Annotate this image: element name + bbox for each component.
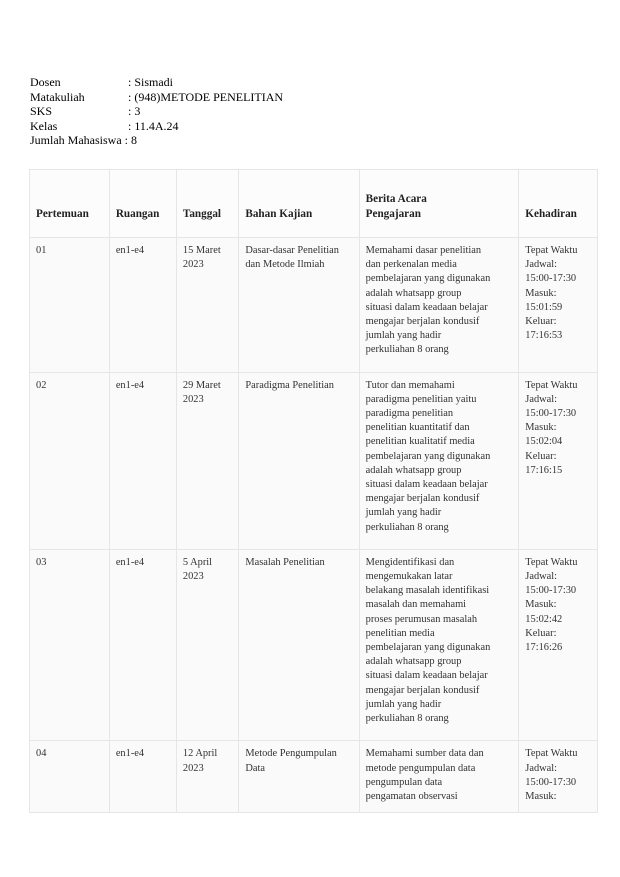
table-row xyxy=(30,238,598,373)
cell-berita-acara: Memahami sumber data dan metode pengumpulan data pengumpulan data pengamatan observasi xyxy=(359,741,519,813)
cell-ruangan: en1-e4 xyxy=(109,372,176,549)
cell-pertemuan: 01 xyxy=(30,238,110,373)
cell-kehadiran: Tepat Waktu Jadwal: 15:00-17:30 Masuk: 15:02:04 Keluar: 17:16:15 xyxy=(519,372,598,549)
cell-tanggal: 12 April 2023 xyxy=(176,741,238,813)
table-row xyxy=(30,549,598,740)
info-row-dosen xyxy=(30,75,283,90)
cell-pertemuan: 04 xyxy=(30,741,110,813)
table-row xyxy=(30,741,598,813)
column-header-kehadiran: Kehadiran xyxy=(519,170,598,238)
column-header-berita-acara: Berita Acara Pengajaran xyxy=(359,170,519,238)
cell-kehadiran: Tepat Waktu Jadwal: 15:00-17:30 Masuk: xyxy=(519,741,598,813)
info-row-sks xyxy=(30,104,283,119)
column-header-tanggal: Tanggal xyxy=(176,170,238,238)
attendance-table xyxy=(29,169,598,813)
column-header-pertemuan: Pertemuan xyxy=(30,170,110,238)
course-info xyxy=(30,75,283,148)
cell-pertemuan: 03 xyxy=(30,549,110,740)
info-label: Kelas xyxy=(30,118,58,133)
info-label: Dosen xyxy=(30,75,61,89)
info-value: : Sismadi xyxy=(128,75,174,89)
info-label: SKS xyxy=(30,104,53,118)
info-row-kelas xyxy=(30,119,283,134)
cell-tanggal: 29 Maret 2023 xyxy=(176,372,238,549)
cell-bahan-kajian: Metode Pengumpulan Data xyxy=(239,741,359,813)
cell-bahan-kajian: Dasar-dasar Penelitian dan Metode Ilmiah xyxy=(239,238,359,373)
cell-kehadiran: Tepat Waktu Jadwal: 15:00-17:30 Masuk: 15:02:42 Keluar: 17:16:26 xyxy=(519,549,598,740)
cell-pertemuan: 02 xyxy=(30,372,110,549)
cell-berita-acara: Mengidentifikasi dan mengemukakan latar belakang masalah identifikasi masalah dan memahami proses perumusan masalah penelitian media pembelajaran yang digunakan adalah whatsapp group situasi dalam keadaan belajar mengajar berjalan kondusif jumlah yang hadir perkuliahan 8 orang xyxy=(359,549,519,740)
info-value xyxy=(122,133,137,148)
table-header-row xyxy=(30,170,598,238)
column-header-bahan-kajian: Bahan Kajian xyxy=(239,170,359,238)
cell-bahan-kajian: Masalah Penelitian xyxy=(239,549,359,740)
info-row-matakuliah xyxy=(30,90,283,105)
cell-ruangan: en1-e4 xyxy=(109,741,176,813)
info-label: Matakuliah xyxy=(30,89,85,104)
cell-tanggal: 15 Maret 2023 xyxy=(176,238,238,373)
table-row xyxy=(30,372,598,549)
info-value: : (948)METODE PENELITIAN xyxy=(128,89,284,104)
info-value-text: : 8 xyxy=(124,133,137,147)
column-header-ruangan: Ruangan xyxy=(109,170,176,238)
cell-kehadiran: Tepat Waktu Jadwal: 15:00-17:30 Masuk: 15:01:59 Keluar: 17:16:53 xyxy=(519,238,598,373)
info-value: : 3 xyxy=(128,104,141,118)
info-value: : 11.4A.24 xyxy=(128,118,179,133)
info-label: Jumlah Mahasiswa xyxy=(30,133,122,147)
cell-ruangan: en1-e4 xyxy=(109,549,176,740)
cell-ruangan: en1-e4 xyxy=(109,238,176,373)
cell-berita-acara: Memahami dasar penelitian dan perkenalan media pembelajaran yang digunakan adalah whatsapp group situasi dalam keadaan belajar mengajar berjalan kondusif jumlah yang hadir perkuliahan 8 orang xyxy=(359,238,519,373)
info-row-jumlah-mahasiswa xyxy=(30,133,283,148)
cell-tanggal: 5 April 2023 xyxy=(176,549,238,740)
cell-berita-acara: Tutor dan memahami paradigma penelitian yaitu paradigma penelitian penelitian kuantitatif dan penelitian kualitatif media pembelajaran yang digunakan adalah whatsapp group situasi dalam keadaan belajar mengajar berjalan kondusif jumlah yang hadir perkuliahan 8 orang xyxy=(359,372,519,549)
cell-bahan-kajian: Paradigma Penelitian xyxy=(239,372,359,549)
